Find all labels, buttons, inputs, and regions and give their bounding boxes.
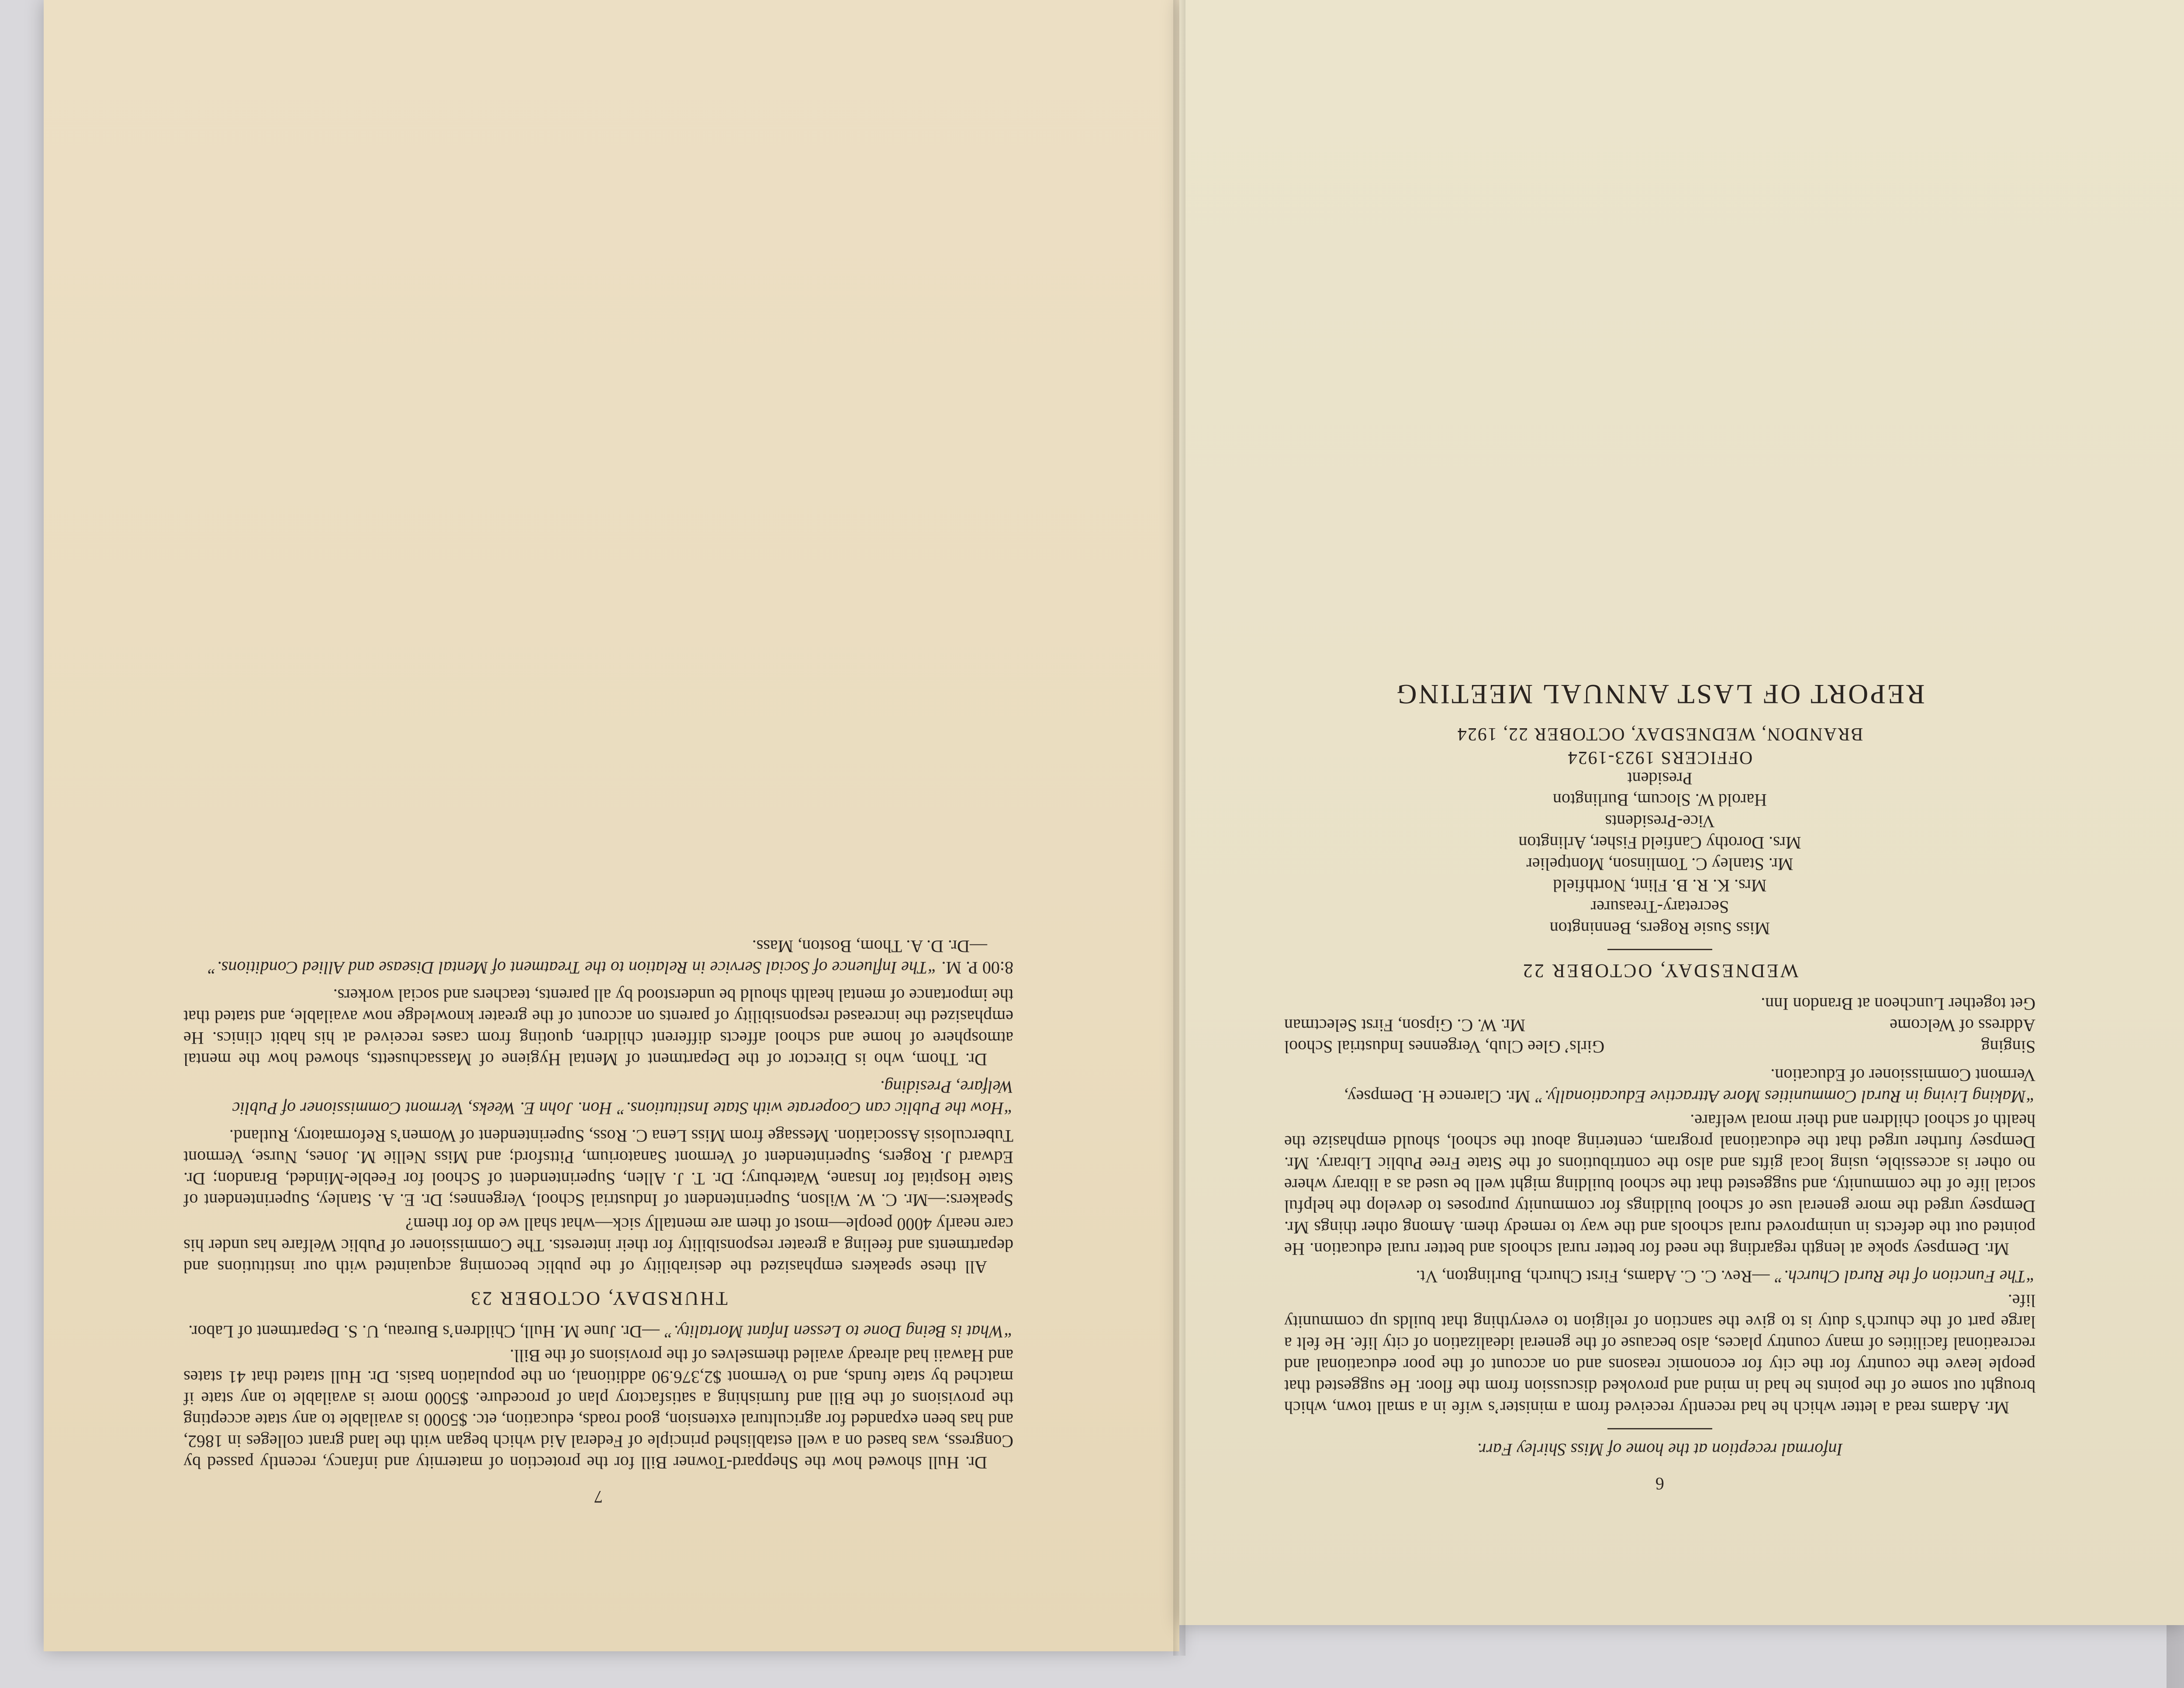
dempsey-paragraph: Mr. Dempsey spoke at length regarding the need for better rural schools and better rural education. He pointed out the defects in unimproved rural schools and the way to remedy them. Among other things Mr. Dempsey urged the more general use of school buildings for community purposes to develop the helpful social life of the community, and suggested that the school building might well be used as a library where no other is accessible, using local gifts and also the contributions of the State Free Public Library. Mr. Dempsey further urged that the educational program, centering about the school, should emphasize the health of school children and their moral welfare. [1284,1111,2035,1259]
thom-speaker: —Dr. D. A. Thom, Boston, Mass. [752,937,987,956]
page-number: 7 [594,1487,603,1507]
hull-speaker: —Dr. June M. Hull, Children’s Bureau, U. S. Department of Labor. [188,1322,660,1342]
officers-heading: OFFICERS 1923-1924 [1567,747,1753,768]
adams-paragraph: Mr. Adams read a letter which he had recently received from a minister’s wife in a small town, which brought out some of the points he had in mind and provoked discussion from the floor. He suggested that people leave the country for the city for economic reasons and on account of the poor educational and recreational facilities of many country places, also because of the general idealization of city life. He felt a large part of the church’s duty is to give the sanction of religion to everything that builds up community life. [1284,1291,2035,1418]
secretary-label: Secretary-Treasurer [1590,897,1729,917]
program-row [1284,1036,2035,1058]
evening-time: 8:00 P. M. [941,958,1013,978]
left-page-text [183,218,1013,1507]
vice-presidents-label: Vice-Presidents [1605,812,1715,831]
adams-talk-title: “The Function of the Rural Church.” [1774,1267,2035,1287]
luncheon-line: Get together Luncheon at Brandon Inn. [1761,994,2035,1014]
dempsey-speaker: Mr. Clarence H. Dempsey, Vermont Commissioner of Education. [1344,1065,2035,1107]
divider-rule [1607,949,1712,950]
program-label: Address of Welcome [1890,1016,2035,1035]
thom-paragraph: Dr. Thom, who is Director of the Department of Mental Hygiene of Massachusetts, showed how the mental atmosphere of home and school affects different children, quoting from cases received at his habit clinics. He emphasized the increased responsibility of parents on account of the greater knowledge now available, and stated that the importance of mental health should be understood by all parents, teachers and social workers. [183,986,1013,1069]
meeting-line: BRANDON, WEDNESDAY, OCTOBER 22, 1924 [1456,724,1863,744]
adams-speaker: —Rev. C. C. Adams, First Church, Burlington, Vt. [1416,1267,1770,1287]
program-value: Girls’ Glee Club, Vergennes Industrial School [1284,1037,1605,1057]
program-label: Singing [1981,1037,2035,1057]
bill-paragraph: Dr. Hull showed how the Sheppard-Towner Bill for the protection of maternity and infancy, recently passed by Congress, was based on a well established principle of Federal Aid which began with the land grant colleges in 1862, and has been expanded for agricultural extension, good roads, education, etc. $5000 is available to any state accepting the provisions of the Bill and furnishing a satisfactory plan of procedure. $5000 more is available to any state if matched by state funds, and to Vermont $2,376.90 additional, on the population basis. Dr. Hull stated that 41 states and Hawaii had already availed themselves of the provisions of the Bill. [183,1346,1013,1473]
president-label: President [1627,769,1693,789]
speakers-closing-paragraph: All these speakers emphasized the desirability of the public becoming acquainted with our institutions and departments and feeling a greater responsibility for their interests. The Commissioner of Public Welfare has under his care nearly 4000 people—most of them are mentally sick—what shall we do for them? [183,1214,1013,1277]
secretary-name: Miss Susie Rogers, Bennington [1549,919,1770,938]
reception-line: Informal reception at the home of Miss Shirley Farr. [1477,1440,1843,1460]
vice-president: Mrs. Dorothy Canfield Fisher, Arlington [1518,833,1801,853]
vice-president: Mrs. K. R. B. Flint, Northfield [1553,876,1767,896]
divider-rule [1607,1428,1712,1429]
thom-talk-title: “The Influence of Social Service in Relation to the Treatment of Mental Disease and Allied Conditions.” [207,958,937,978]
speakers-list: Speakers:—Mr. C. W. Wilson, Superintendent of Industrial School, Vergennes; Dr. E. A. Stanley, Superintendent of State Hospital for Insane, Waterbury; Dr. T. J. Allen, Superintendent of School for Feeble-Minded, Brandon; Dr. Edward J. Rogers, Superintendent of Vermont Sanatorium, Pittsford; and Miss Nellie M. Jones, Nurse, Vermont Tuberculosis Association. Message from Miss Lena C. Ross, Superintendent of Women’s Reformatory, Rutland. [183,1126,1013,1210]
right-page-text [1284,192,2035,1494]
program-row [1284,1015,2035,1036]
weeks-speaker: Hon. John E. Weeks, Vermont Commissioner of Public Welfare, Presiding. [232,1077,1013,1118]
dempsey-talk-title: “Making Living in Rural Communities More Attractive Educationally.” [1534,1087,2035,1107]
hull-talk-title: “What is Being Done to Lessen Infant Mortality.” [664,1322,1013,1342]
program-list [1284,1015,2035,1058]
book-gutter [1173,0,1185,1656]
president-name: Harold W. Slocum, Burlington [1553,790,1767,810]
thursday-heading: THURSDAY, OCTOBER 23 [469,1288,728,1309]
report-title: REPORT OF LAST ANNUAL MEETING [1395,679,1925,710]
vice-president: Mr. Stanley C. Tomlinson, Montpelier [1526,854,1794,874]
wednesday-heading: WEDNESDAY, OCTOBER 22 [1521,960,1799,982]
page-number: 6 [1655,1474,1664,1494]
program-value: Mr. W. C. Gipson, First Selectman [1284,1016,1526,1035]
weeks-talk-title: “How the Public can Cooperate with State Institutions.” [616,1099,1013,1118]
